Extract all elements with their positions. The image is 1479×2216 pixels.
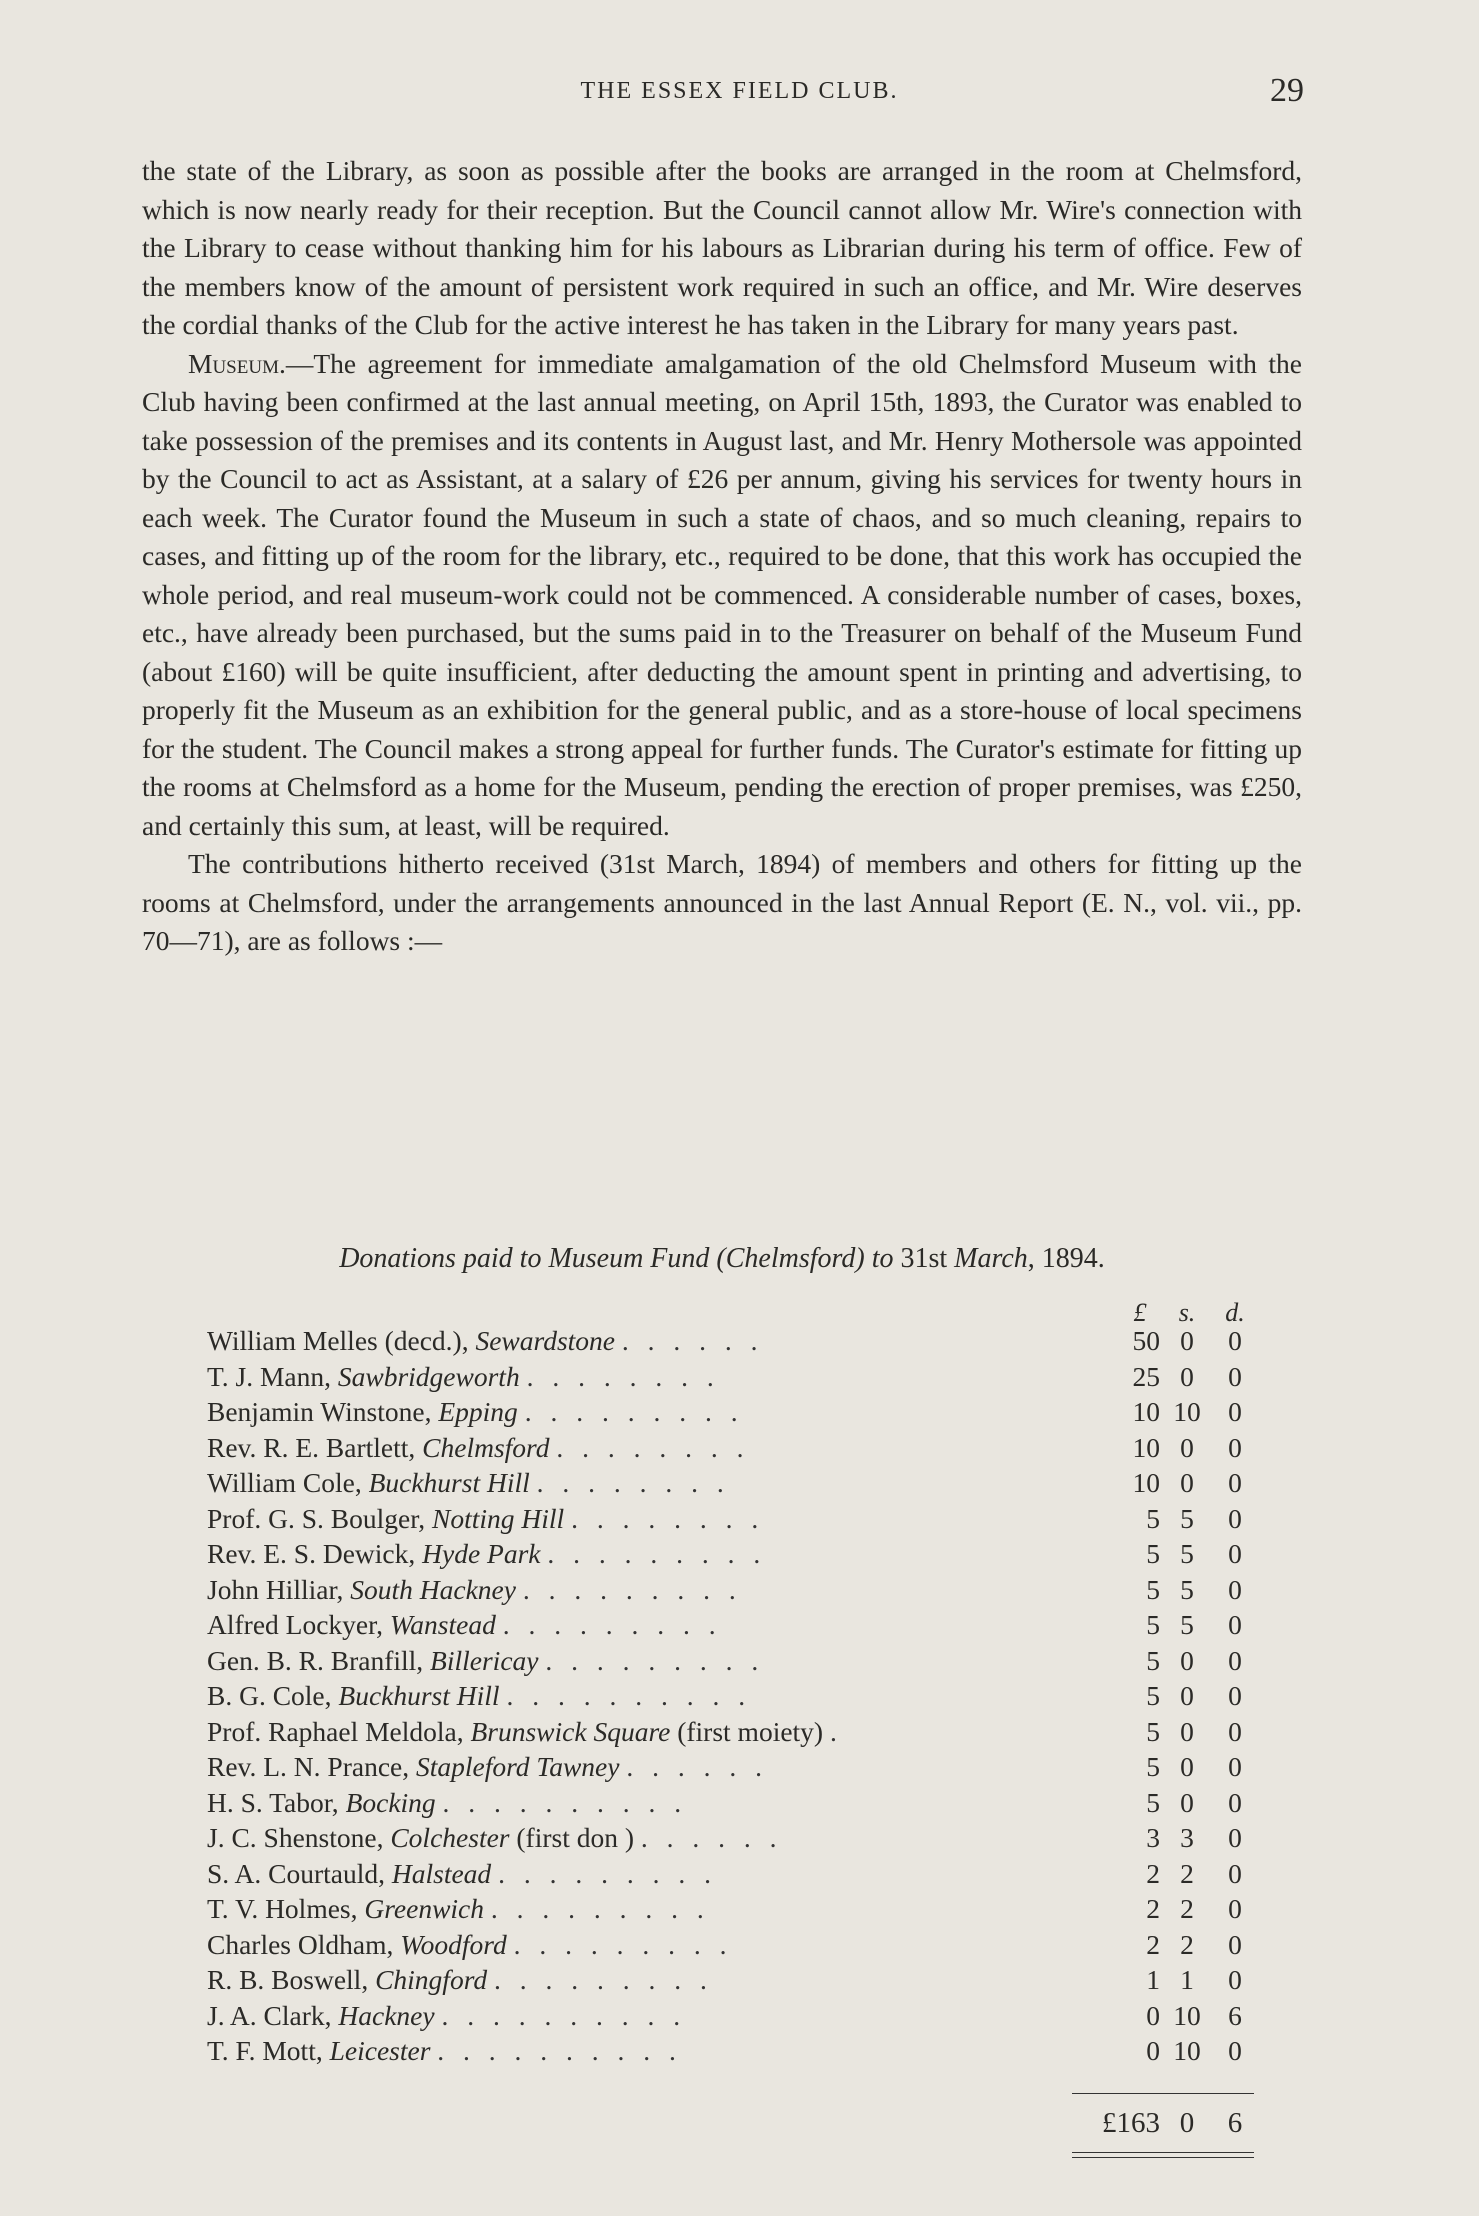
amount-pounds: 5: [1146, 1502, 1160, 1534]
amount-shillings: 3: [1180, 1822, 1194, 1853]
donor-note: (first don ): [509, 1822, 634, 1853]
amount-shillings: 0: [1180, 1680, 1194, 1711]
donor-place: Hyde Park: [422, 1538, 541, 1569]
donor-person: Alfred Lockyer,: [207, 1609, 390, 1640]
donor-person: William Cole,: [207, 1467, 369, 1498]
amount-pounds: 2: [1146, 1928, 1160, 1960]
leader-dots: . . . . . . . .: [556, 1431, 750, 1463]
donor-name: [207, 1323, 1125, 1359]
donor-place: Epping: [438, 1396, 518, 1427]
amount-shillings: 0: [1180, 1467, 1194, 1498]
leader-dots: . . . . . . . .: [571, 1502, 765, 1534]
running-title: THE ESSEX FIELD CLUB.: [580, 78, 899, 104]
donor-name: [207, 1465, 1125, 1501]
donor-person: Prof. G. S. Boulger,: [207, 1502, 433, 1534]
table-title-main: Donations paid to Museum Fund (Chelmsford) to: [339, 1243, 894, 1274]
table-row: [0, 1714, 1479, 1750]
table-row: [0, 1962, 1479, 1998]
amount-shillings: 0: [1180, 1431, 1194, 1463]
amount-pounds: 0: [1146, 2035, 1160, 2066]
donor-place: Woodford: [400, 1928, 507, 1960]
donor-person: William Melles (decd.),: [207, 1325, 476, 1356]
table-title-month: March: [954, 1243, 1028, 1274]
amount-pounds: 1: [1146, 1964, 1160, 1995]
table-row: [0, 1678, 1479, 1714]
donor-note: (first moiety): [670, 1715, 824, 1747]
amount-pence: 0: [1228, 1467, 1242, 1498]
table-row: [0, 2033, 1479, 2069]
donor-person: Gen. B. R. Branfill,: [207, 1644, 431, 1676]
amount-shillings: 10: [1173, 2035, 1201, 2066]
amount-shillings: 5: [1180, 1573, 1194, 1605]
donor-person: Benjamin Winstone,: [207, 1396, 439, 1427]
amount-pounds: 2: [1146, 1857, 1160, 1889]
donor-place: Chelmsford: [422, 1431, 550, 1463]
page-number: 29: [1270, 72, 1304, 109]
amount-pounds: 5: [1146, 1573, 1160, 1605]
leader-dots: . . . . . .: [621, 1325, 764, 1356]
leader-dots: . . . . . . . . . .: [442, 1786, 688, 1818]
donor-place: Sewardstone: [475, 1325, 615, 1356]
amount-pence: 0: [1228, 1928, 1242, 1960]
amount-pounds: 25: [1132, 1360, 1160, 1392]
donor-person: Rev. E. S. Dewick,: [207, 1538, 423, 1569]
donor-name: [207, 2033, 1125, 2069]
pounds-header: £: [1133, 1298, 1147, 1327]
total-double-rule-bottom: [1072, 2157, 1254, 2158]
amount-pence: 0: [1228, 1751, 1242, 1782]
paragraph-contributions: The contributions hitherto received (31st March, 1894) of members and others for fitting up the rooms at Chelmsford, under the arrangements announced in the last Annual Report (E. N., vol. vii., pp. 70—71), are as follows :—: [142, 848, 1302, 956]
amount-pence: 0: [1228, 1680, 1242, 1711]
donor-place: Stapleford Tawney: [416, 1751, 620, 1782]
amount-pounds: 0: [1146, 1999, 1160, 2031]
donor-name: [207, 1430, 1125, 1466]
table-row: [0, 1536, 1479, 1572]
leader-dots: .: [829, 1715, 843, 1747]
amount-pence: 0: [1228, 1502, 1242, 1534]
donor-name: [207, 1572, 1125, 1608]
leader-dots: . . . . . .: [640, 1822, 783, 1853]
donor-place: Greenwich: [364, 1893, 485, 1924]
amount-pounds: 5: [1146, 1680, 1160, 1711]
donor-name: [207, 1643, 1125, 1679]
table-row: [0, 1430, 1479, 1466]
amount-pence: 0: [1228, 1786, 1242, 1818]
table-row: [0, 1891, 1479, 1927]
donor-place: Notting Hill: [432, 1502, 565, 1534]
donor-name: [207, 1749, 1125, 1785]
donor-place: Wanstead: [389, 1609, 496, 1640]
donor-person: Prof. Raphael Meldola,: [207, 1715, 471, 1747]
donor-place: Hackney: [338, 1999, 435, 2031]
table-row: [0, 1998, 1479, 2034]
amount-shillings: 1: [1180, 1964, 1194, 1995]
donor-place: Brunswick Square: [470, 1715, 671, 1747]
donor-person: Charles Oldham,: [207, 1928, 401, 1960]
leader-dots: . . . . . . . . .: [502, 1609, 722, 1640]
total-pounds: £163: [1102, 2107, 1160, 2139]
amount-pence: 0: [1228, 1573, 1242, 1605]
amount-pence: 0: [1228, 1538, 1242, 1569]
table-row: [0, 1927, 1479, 1963]
donor-name: [207, 1678, 1125, 1714]
amount-pence: 0: [1228, 1964, 1242, 1995]
donor-person: Rev. R. E. Bartlett,: [207, 1431, 423, 1463]
total-pence: 6: [1227, 2107, 1243, 2139]
leader-dots: . . . . . . . .: [536, 1467, 730, 1498]
amount-pounds: 5: [1146, 1609, 1160, 1640]
donations-table: [0, 1323, 1479, 2069]
donor-place: Bocking: [345, 1786, 436, 1818]
amount-pence: 0: [1228, 1822, 1242, 1853]
amount-shillings: 5: [1180, 1609, 1194, 1640]
donor-name: [207, 1536, 1125, 1572]
leader-dots: . . . . . . . . .: [547, 1538, 767, 1569]
total-double-rule-top: [1072, 2152, 1254, 2153]
amount-shillings: 0: [1180, 1360, 1194, 1392]
total-row: [0, 2103, 1479, 2143]
table-row: [0, 1359, 1479, 1395]
donor-name: [207, 1501, 1125, 1537]
donor-person: J. A. Clark,: [207, 1999, 339, 2031]
table-row: [0, 1501, 1479, 1537]
leader-dots: . . . . . . . . .: [522, 1573, 742, 1605]
table-title-year: , 1894.: [1027, 1243, 1105, 1274]
amount-pence: 0: [1228, 1360, 1242, 1392]
table-row: [0, 1749, 1479, 1785]
amount-shillings: 2: [1180, 1928, 1194, 1960]
donor-place: Buckhurst Hill: [368, 1467, 530, 1498]
body-text: [142, 152, 1302, 961]
table-row: [0, 1323, 1479, 1359]
amount-pence: 0: [1228, 2035, 1242, 2066]
donor-person: Rev. L. N. Prance,: [207, 1751, 416, 1782]
donor-name: [207, 1359, 1125, 1395]
donor-place: Sawbridgeworth: [337, 1360, 520, 1392]
amount-pounds: 5: [1146, 1715, 1160, 1747]
amount-pence: 6: [1228, 1999, 1242, 2031]
donor-person: T. F. Mott,: [207, 2035, 330, 2066]
amount-pence: 0: [1228, 1715, 1242, 1747]
donor-place: Colchester: [390, 1822, 510, 1853]
amount-pounds: 50: [1132, 1325, 1160, 1356]
leader-dots: . . . . . . . . . .: [441, 1999, 687, 2031]
donor-name: [207, 1891, 1125, 1927]
table-title-date: 31st: [900, 1243, 948, 1274]
pence-header: d.: [1225, 1298, 1245, 1327]
donor-name: [207, 1607, 1125, 1643]
table-row: [0, 1465, 1479, 1501]
amount-pence: 0: [1228, 1644, 1242, 1676]
table-title: [142, 1243, 1302, 1275]
amount-pence: 0: [1228, 1609, 1242, 1640]
donor-person: T. J. Mann,: [207, 1360, 338, 1392]
table-row: [0, 1643, 1479, 1679]
donor-place: Leicester: [329, 2035, 431, 2066]
donor-name: [207, 1394, 1125, 1430]
donor-place: Billericay: [430, 1644, 539, 1676]
amount-shillings: 5: [1180, 1502, 1194, 1534]
donor-name: [207, 1785, 1125, 1821]
amount-pence: 0: [1228, 1396, 1242, 1427]
amount-shillings: 5: [1180, 1538, 1194, 1569]
donor-person: J. C. Shenstone,: [207, 1822, 391, 1853]
donor-person: John Hilliar,: [207, 1573, 351, 1605]
donor-person: S. A. Courtauld,: [207, 1857, 392, 1889]
amount-pounds: 10: [1132, 1396, 1160, 1427]
amount-shillings: 0: [1180, 1751, 1194, 1782]
table-row: [0, 1785, 1479, 1821]
leader-dots: . . . . . . . . .: [524, 1396, 744, 1427]
total-shillings: 0: [1179, 2107, 1195, 2139]
amount-pence: 0: [1228, 1325, 1242, 1356]
donor-person: R. B. Boswell,: [207, 1964, 376, 1995]
donor-name: [207, 1714, 1125, 1750]
donor-place: South Hackney: [350, 1573, 516, 1605]
amount-pounds: 10: [1132, 1467, 1160, 1498]
amount-pounds: 2: [1146, 1893, 1160, 1924]
donor-name: [207, 1998, 1125, 2034]
amount-shillings: 0: [1180, 1644, 1194, 1676]
amount-shillings: 2: [1180, 1857, 1194, 1889]
leader-dots: . . . . . .: [626, 1751, 768, 1782]
donor-place: Buckhurst Hill: [338, 1680, 500, 1711]
amount-shillings: 2: [1180, 1893, 1194, 1924]
sum-rule: [1072, 2093, 1254, 2094]
donor-name: [207, 1856, 1125, 1892]
donor-name: [207, 1820, 1125, 1856]
paragraph-museum: [142, 345, 1302, 846]
leader-dots: . . . . . . . . . .: [506, 1680, 752, 1711]
shillings-header: s.: [1178, 1298, 1196, 1327]
amount-pounds: 5: [1146, 1751, 1160, 1782]
leader-dots: . . . . . . . .: [526, 1360, 720, 1392]
amount-shillings: 0: [1180, 1325, 1194, 1356]
leader-dots: . . . . . . . . .: [494, 1964, 713, 1995]
amount-pence: 0: [1228, 1431, 1242, 1463]
donor-place: Halstead: [391, 1857, 492, 1889]
leader-dots: . . . . . . . . . .: [437, 2035, 682, 2066]
amount-pounds: 10: [1132, 1431, 1160, 1463]
donor-place: Chingford: [375, 1964, 488, 1995]
leader-dots: . . . . . . . . .: [513, 1928, 733, 1960]
leader-dots: . . . . . . . . .: [545, 1644, 765, 1676]
donor-person: H. S. Tabor,: [207, 1786, 346, 1818]
amount-pounds: 5: [1146, 1538, 1160, 1569]
table-row: [0, 1856, 1479, 1892]
amount-shillings: 10: [1173, 1396, 1201, 1427]
amount-pence: 0: [1228, 1893, 1242, 1924]
leader-dots: . . . . . . . . .: [498, 1857, 717, 1889]
museum-heading: Museum.: [188, 347, 286, 379]
amount-pounds: 5: [1146, 1786, 1160, 1818]
paragraph-library: the state of the Library, as soon as possible after the books are arranged in the room at Chelmsford, which is now nearly ready for their reception. But the Council cannot allow Mr. Wire's connection with the Library to cease without thanking him for his labours as Librarian during his term of office. Few of the members know of the amount of persistent work required in such an office, and Mr. Wire deserves the cordial thanks of the Club for the active interest he has taken in the Library for many years past.: [142, 155, 1302, 340]
amount-shillings: 10: [1173, 1999, 1201, 2031]
table-row: [0, 1820, 1479, 1856]
amount-pounds: 3: [1146, 1822, 1160, 1853]
table-row: [0, 1394, 1479, 1430]
donor-person: T. V. Holmes,: [207, 1893, 365, 1924]
donor-name: [207, 1927, 1125, 1963]
leader-dots: . . . . . . . . .: [490, 1893, 710, 1924]
amount-pounds: 5: [1146, 1644, 1160, 1676]
table-row: [0, 1607, 1479, 1643]
amount-shillings: 0: [1180, 1786, 1194, 1818]
donor-person: B. G. Cole,: [207, 1680, 339, 1711]
table-row: [0, 1572, 1479, 1608]
donor-name: [207, 1962, 1125, 1998]
amount-pence: 0: [1228, 1857, 1242, 1889]
amount-shillings: 0: [1180, 1715, 1194, 1747]
museum-text: —The agreement for immediate amalgamation of the old Chelmsford Museum with the Club having been confirmed at the last annual meeting, on April 15th, 1893, the Curator was enabled to take possession of the premises and its contents in August last, and Mr. Henry Mothersole was appointed by the Council to act as Assistant, at a salary of £26 per annum, giving his services for twenty hours in each week. The Curator found the Museum in such a state of chaos, and so much cleaning, repairs to cases, and fitting up of the room for the library, etc., required to be done, that this work has occupied the whole period, and real museum-work could not be commenced. A considerable number of cases, boxes, etc., have already been purchased, but the sums paid in to the Treasurer on behalf of the Museum Fund (about £160) will be quite insufficient, after deducting the amount spent in printing and advertising, to properly fit the Museum as an exhibition for the general public, and as a store-house of local specimens for the student. The Council makes a strong appeal for further funds. The Curator's estimate for fitting up the rooms at Chelmsford as a home for the Museum, pending the erection of proper premises, was £250, and certainly this sum, at least, will be required.: [142, 347, 1302, 841]
